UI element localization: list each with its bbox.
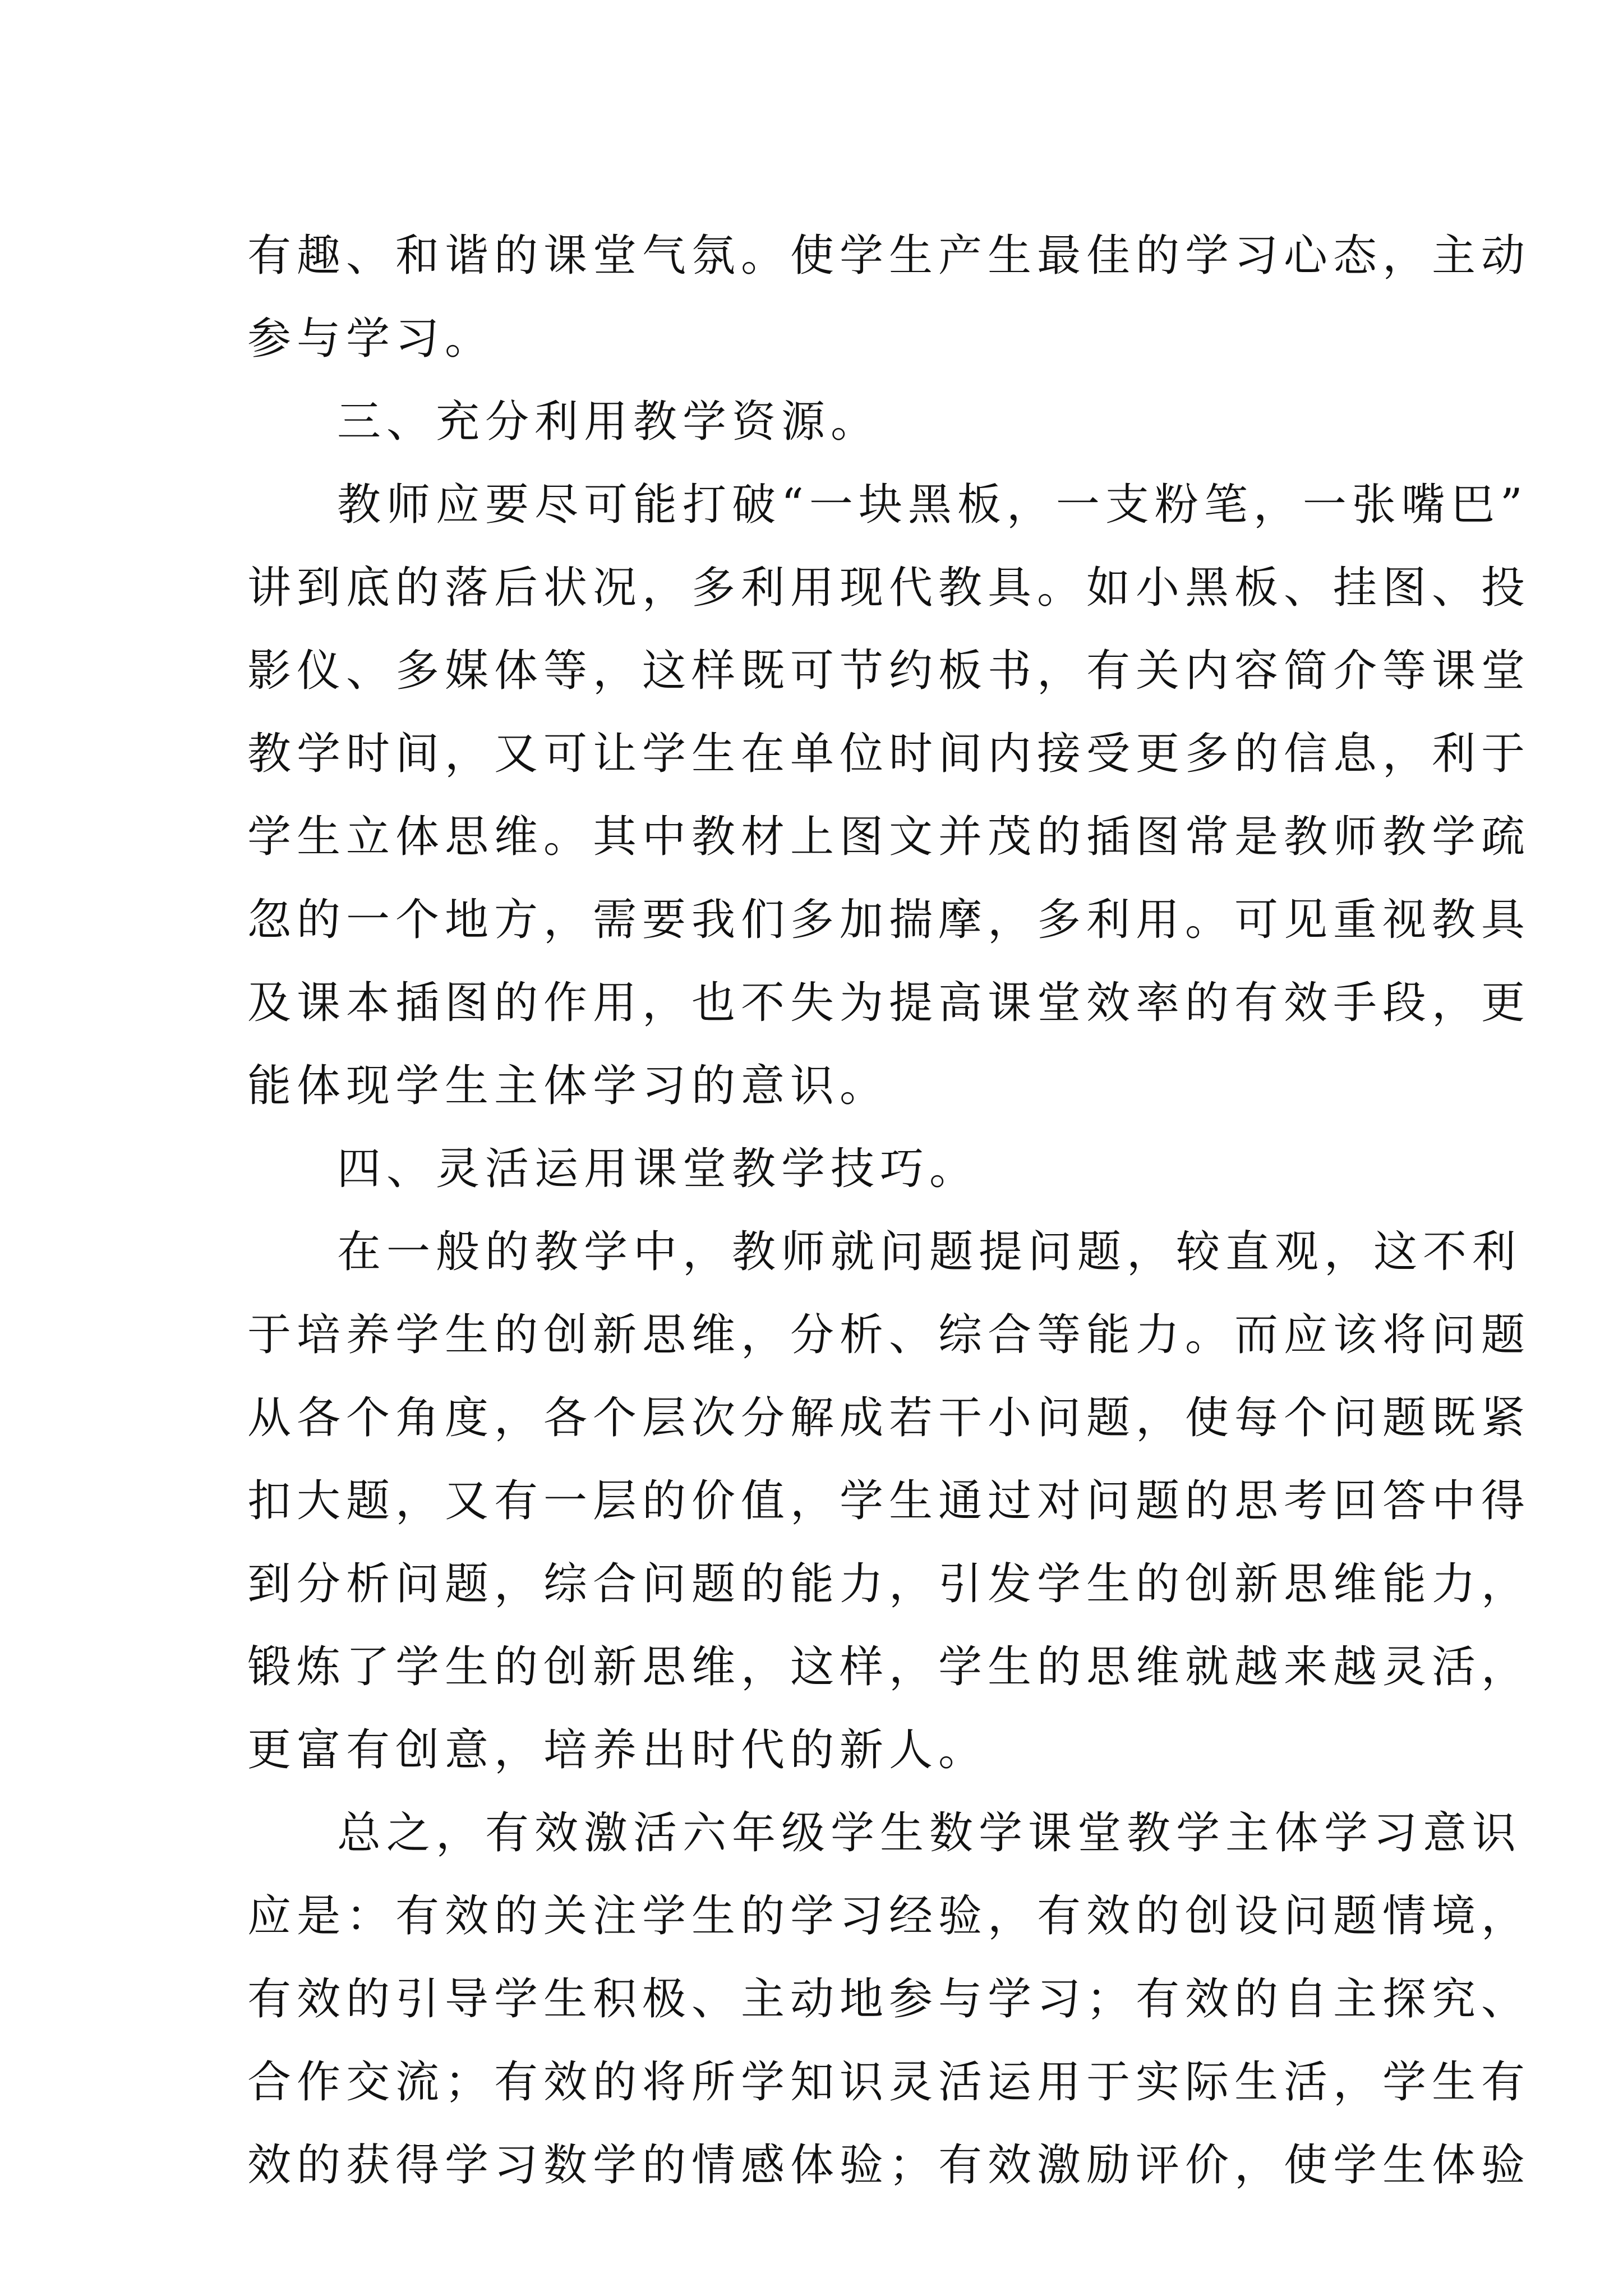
text-line: 教学时间，又可让学生在单位时间内接受更多的信息，利于 bbox=[247, 729, 1531, 779]
text-line: 参与学习。 bbox=[247, 314, 495, 364]
text-line: 于培养学生的创新思维，分析、综合等能力。而应该将问题 bbox=[247, 1310, 1531, 1360]
section-heading: 四、灵活运用课堂教学技巧。 bbox=[337, 1144, 979, 1194]
text-line: 影仪、多媒体等，这样既可节约板书，有关内容简介等课堂 bbox=[247, 646, 1531, 696]
body-text bbox=[247, 214, 1531, 2207]
text-line: 有趣、和谐的课堂气氛。使学生产生最佳的学习心态，主动 bbox=[247, 231, 1531, 281]
text-line: 扣大题，又有一层的价值，学生通过对问题的思考回答中得 bbox=[247, 1476, 1531, 1526]
text-line: 及课本插图的作用，也不失为提高课堂效率的有效手段，更 bbox=[247, 978, 1531, 1028]
section-heading: 三、充分利用教学资源。 bbox=[337, 397, 880, 447]
text-line: 到分析问题，综合问题的能力，引发学生的创新思维能力， bbox=[247, 1559, 1531, 1609]
text-line: 讲到底的落后状况，多利用现代教具。如小黑板、挂图、投 bbox=[247, 563, 1531, 613]
text-line: 忽的一个地方，需要我们多加揣摩，多利用。可见重视教具 bbox=[247, 895, 1531, 945]
text-line: 合作交流；有效的将所学知识灵活运用于实际生活，学生有 bbox=[247, 2057, 1531, 2108]
text-line: 学生立体思维。其中教材上图文并茂的插图常是教师教学疏 bbox=[247, 812, 1531, 862]
text-line: 在一般的教学中，教师就问题提问题，较直观，这不利 bbox=[337, 1227, 1522, 1277]
text-line: 更富有创意，培养出时代的新人。 bbox=[247, 1725, 988, 1775]
text-line: 能体现学生主体学习的意识。 bbox=[247, 1061, 889, 1111]
text-line: 总之，有效激活六年级学生数学课堂教学主体学习意识 bbox=[337, 1808, 1522, 1858]
text-line: 效的获得学习数学的情感体验；有效激励评价，使学生体验 bbox=[247, 2140, 1531, 2191]
text-line: 从各个角度，各个层次分解成若干小问题，使每个问题既紧 bbox=[247, 1393, 1531, 1443]
text-line: 教师应要尽可能打破“一块黑板，一支粉笔，一张嘴巴” bbox=[337, 480, 1528, 530]
text-line: 有效的引导学生积极、主动地参与学习；有效的自主探究、 bbox=[247, 1974, 1531, 2024]
text-line: 锻炼了学生的创新思维，这样，学生的思维就越来越灵活， bbox=[247, 1642, 1531, 1692]
text-line: 应是：有效的关注学生的学习经验，有效的创设问题情境， bbox=[247, 1891, 1531, 1941]
